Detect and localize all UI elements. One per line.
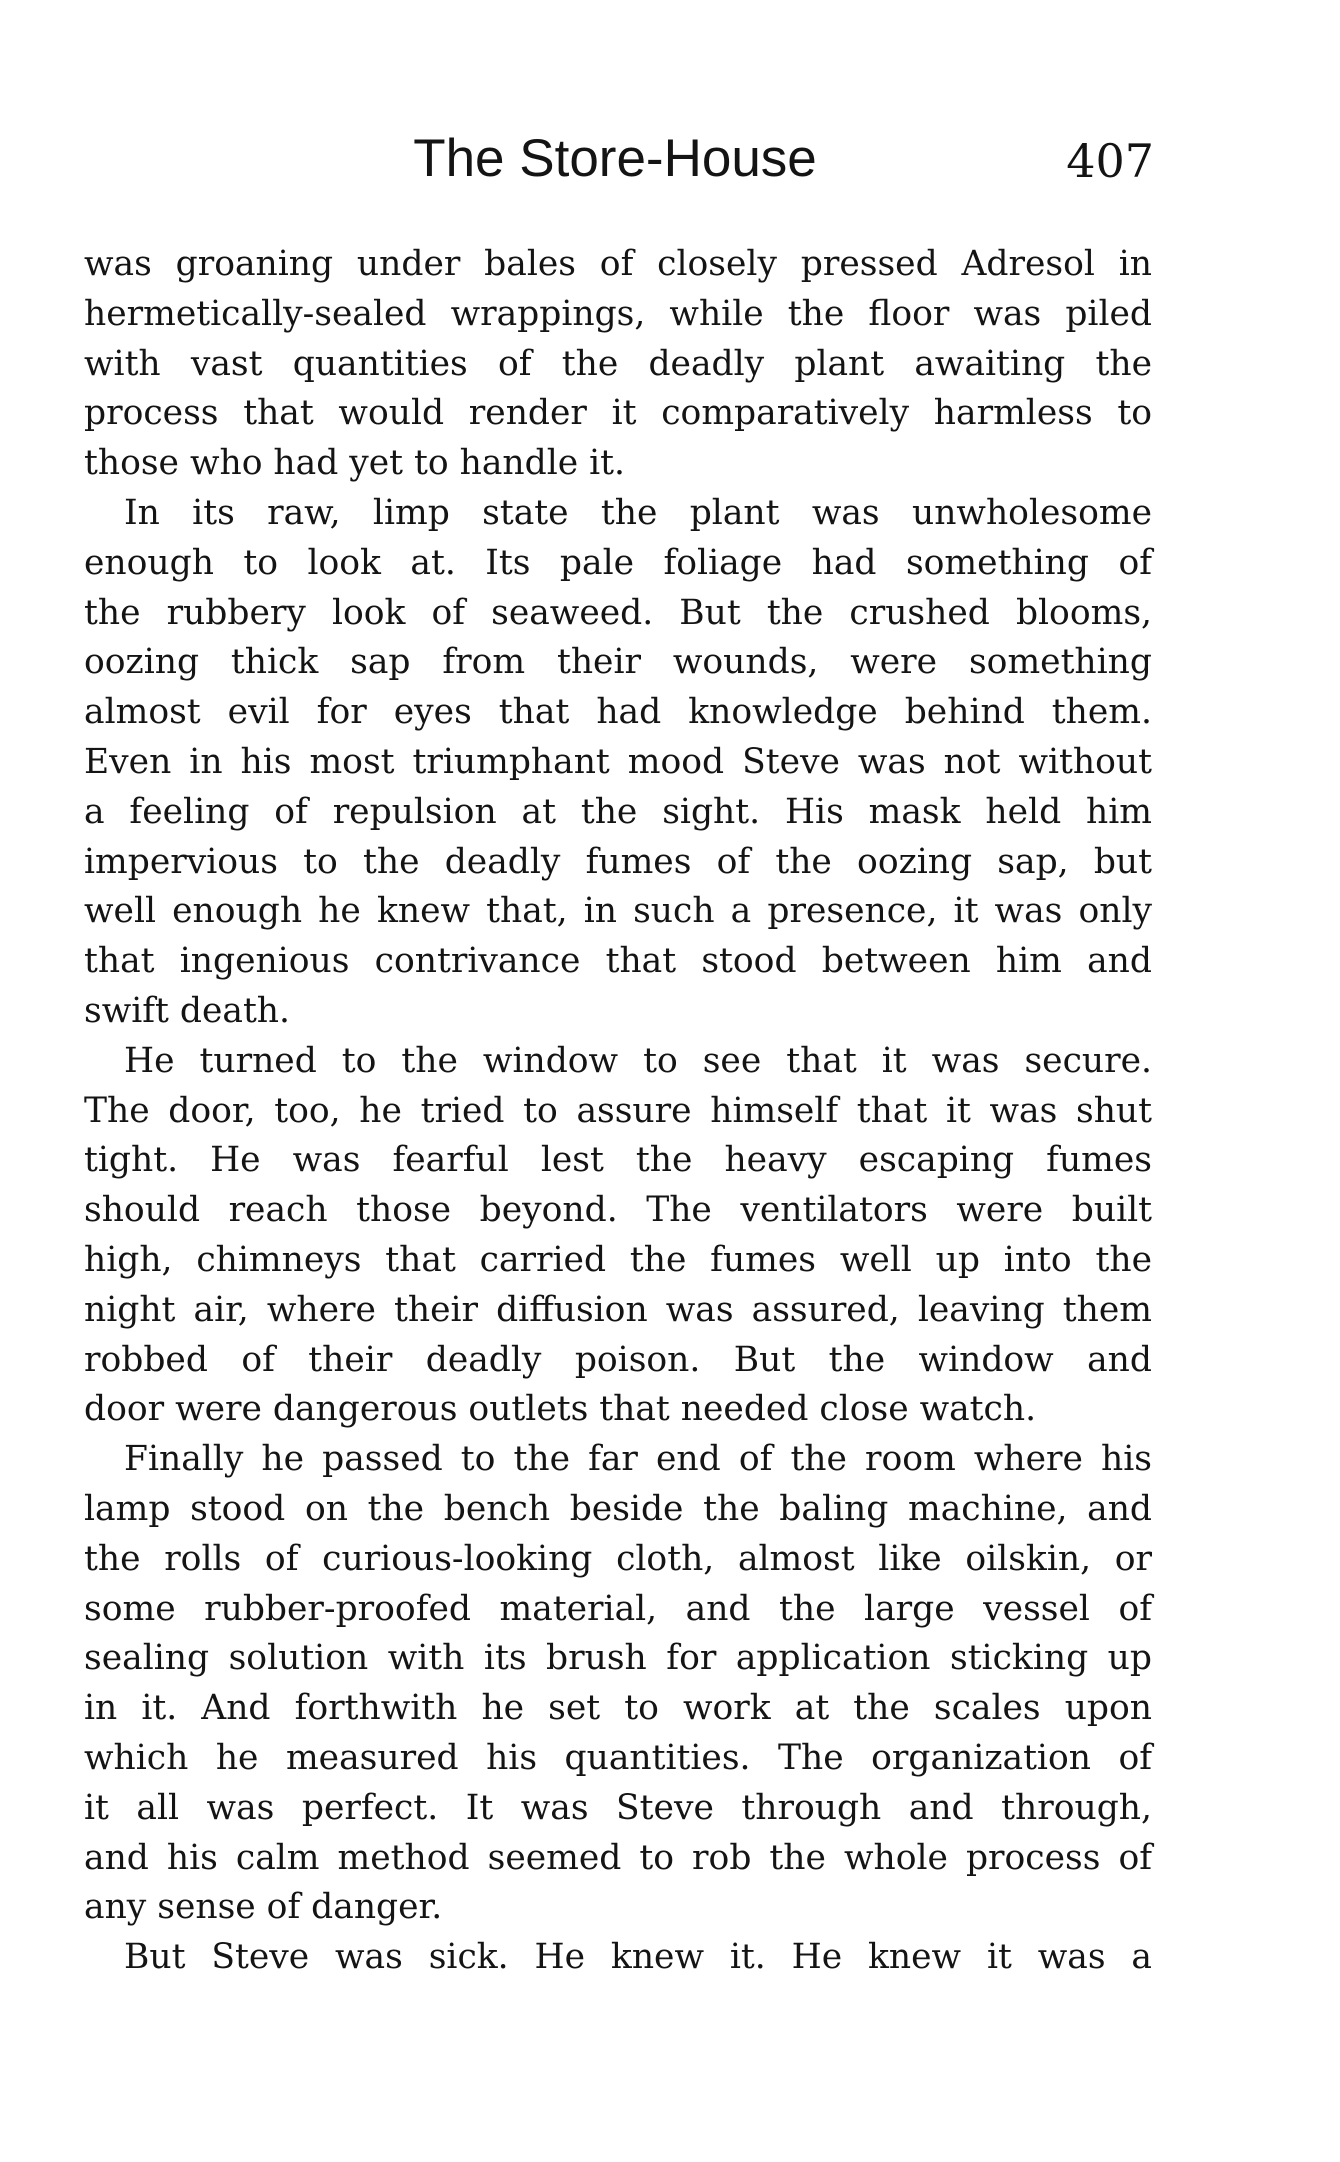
text-line: almost evil for eyes that had knowledge behind them.	[84, 692, 1152, 733]
text-line: process that would render it comparatively harmless to	[84, 393, 1152, 434]
text-line: hermetically-sealed wrappings, while the floor was piled	[84, 293, 1152, 334]
text-line: He turned to the window to see that it was secure.	[124, 1040, 1152, 1081]
page-number: 407	[1066, 134, 1154, 188]
text-line: some rubber-proofed material, and the large vessel of	[84, 1588, 1152, 1629]
paragraph	[84, 240, 1152, 489]
text-line: any sense of danger.	[84, 1887, 443, 1928]
text-line: that ingenious contrivance that stood between him and	[84, 941, 1152, 982]
text-line: Even in his most triumphant mood Steve was not without	[84, 741, 1152, 782]
text-line: enough to look at. Its pale foliage had something of	[84, 542, 1152, 583]
text-line: robbed of their deadly poison. But the window and	[84, 1339, 1152, 1380]
text-line: In its raw, limp state the plant was unwholesome	[124, 492, 1152, 533]
text-line: lamp stood on the bench beside the baling machine, and	[84, 1488, 1152, 1529]
text-line: swift death.	[84, 990, 290, 1031]
text-line: and his calm method seemed to rob the whole process of	[84, 1837, 1152, 1878]
paragraph	[84, 1037, 1152, 1435]
text-line: impervious to the deadly fumes of the oozing sap, but	[84, 841, 1152, 882]
text-line: high, chimneys that carried the fumes well up into the	[84, 1239, 1152, 1280]
text-line: with vast quantities of the deadly plant awaiting the	[84, 343, 1152, 384]
running-title: The Store-House	[413, 129, 817, 188]
body-text	[84, 240, 1152, 1983]
text-line: But Steve was sick. He knew it. He knew it was a	[124, 1937, 1152, 1978]
text-line: oozing thick sap from their wounds, were something	[84, 642, 1152, 683]
text-line: in it. And forthwith he set to work at the scales upon	[84, 1688, 1152, 1729]
page-header	[80, 128, 1154, 208]
text-line: which he measured his quantities. The organization of	[84, 1737, 1152, 1778]
paragraph	[84, 1435, 1152, 1933]
text-line: was groaning under bales of closely pressed Adresol in	[84, 244, 1152, 284]
text-line: tight. He was fearful lest the heavy escaping fumes	[84, 1140, 1152, 1181]
text-line: night air, where their diffusion was assured, leaving them	[84, 1289, 1152, 1330]
text-line: sealing solution with its brush for application sticking up	[84, 1638, 1152, 1679]
text-line: The door, too, he tried to assure himself that it was shut	[84, 1090, 1152, 1131]
text-line: door were dangerous outlets that needed close watch.	[84, 1389, 1037, 1430]
text-line: the rubbery look of seaweed. But the crushed blooms,	[84, 592, 1152, 633]
paragraph	[84, 489, 1152, 1037]
text-line: should reach those beyond. The ventilators were built	[84, 1190, 1152, 1231]
text-line: well enough he knew that, in such a presence, it was only	[84, 891, 1152, 932]
paragraph	[84, 1933, 1152, 1983]
text-line: a feeling of repulsion at the sight. His mask held him	[84, 791, 1152, 832]
text-line: Finally he passed to the far end of the room where his	[124, 1439, 1152, 1480]
text-line: it all was perfect. It was Steve through and through,	[84, 1787, 1152, 1828]
text-line: those who had yet to handle it.	[84, 443, 625, 484]
text-line: the rolls of curious-looking cloth, almost like oilskin, or	[84, 1538, 1152, 1579]
